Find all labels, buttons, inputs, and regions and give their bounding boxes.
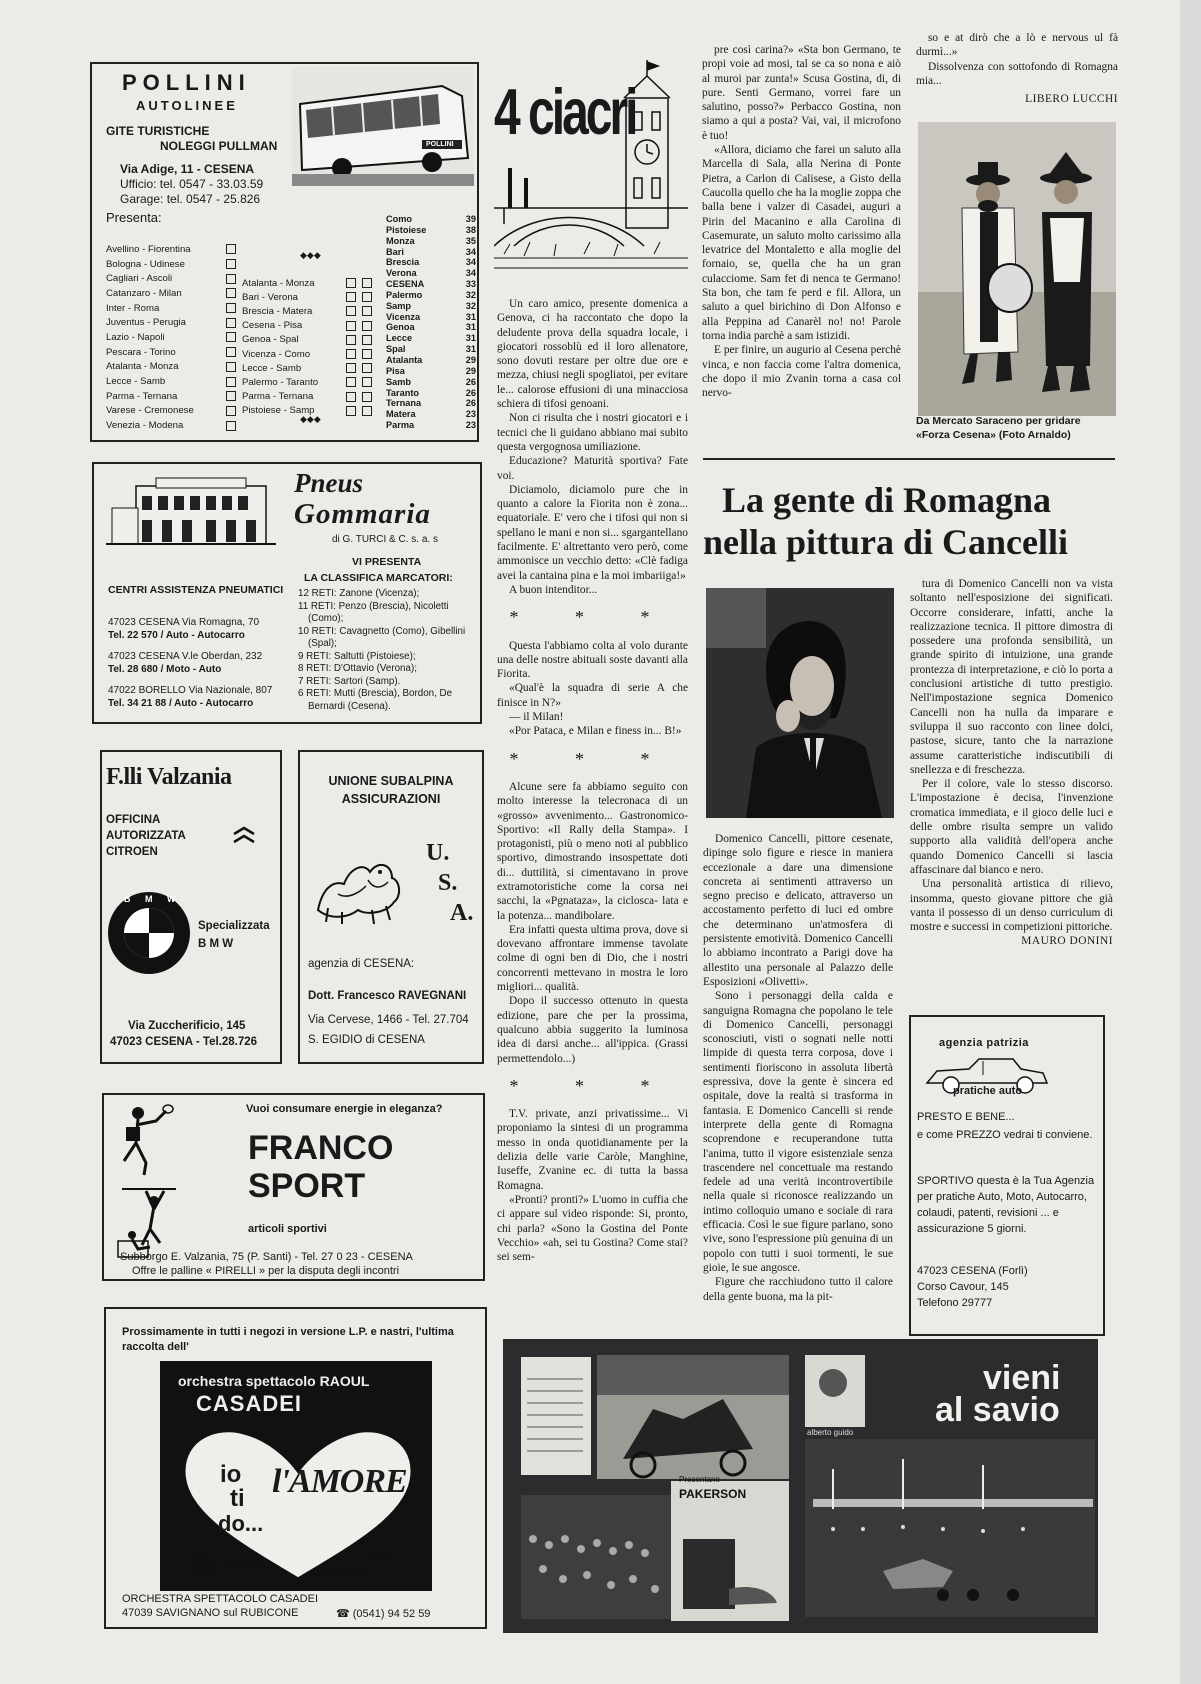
- standings-row: [386, 388, 476, 399]
- match-label: Bologna - Udinese: [106, 258, 185, 270]
- stars-divider-2: * * *: [509, 748, 676, 769]
- scorer-line: 7 RETI: Sartori (Samp).: [298, 675, 401, 687]
- ciacri-paragraph: E per finire, un augurio al Cesena perchè vinca, e non faccia come l'altra domenica, che dopo il mio Zvanin torna a casa col nervo-: [702, 344, 901, 400]
- match-label: Parma - Ternana: [242, 391, 314, 403]
- usa-agency: agenzia di CESENA:: [308, 958, 415, 970]
- valzania-l3: CITROEN: [106, 846, 158, 858]
- standings-points: 31: [465, 344, 476, 355]
- pneus-owner: di G. TURCI & C. s. a. s: [332, 534, 438, 545]
- stars-divider-3: * * *: [509, 1075, 676, 1096]
- standings-row: [386, 366, 476, 377]
- casadei-wea: wea: [190, 1559, 217, 1575]
- standings-row: [386, 322, 476, 333]
- valzania-l2: AUTORIZZATA: [106, 830, 186, 842]
- prediction-checkbox[interactable]: [362, 335, 372, 345]
- pneus-addresses: [108, 616, 278, 718]
- prediction-checkbox[interactable]: [346, 335, 356, 345]
- prediction-checkbox[interactable]: [362, 349, 372, 359]
- franco-tagline: Vuoi consumare energie in eleganza?: [246, 1103, 443, 1115]
- match-row: [106, 345, 236, 360]
- valzania-city: 47023 CESENA - Tel.28.726: [110, 1036, 258, 1048]
- standings-row: [386, 420, 476, 431]
- ciacri-paragraph: pre così carina?» «Sta bon Germano, te propi voie ad mosi, tal se ca so nona e aiò al muroi par zunta!» Scusa Gostina, di, di pure. Senti Germano, vorrei fare un salutino, posso?» Perbacco Gostina, non siamo a qui a posta? Vai, vai, il microfono è tuo!: [702, 44, 901, 142]
- gente-signature: MAURO DONINI: [1021, 935, 1113, 948]
- pneus-address-line: 47023 CESENA V.le Oberdan, 232: [108, 651, 263, 662]
- gente-col-2: [910, 577, 1113, 949]
- match-row: [106, 315, 236, 330]
- ciacri-paragraph: so e at dirò che a lò e nervous ul fà durmì...»: [916, 32, 1118, 59]
- ciacri-paragraph: «Pronti? pronti?» L'uomo in cuffia che ci appare sul video risponde: Si, pronto, chi parla? «Sono la Gostina del Ponte Vecchio» «ah, sei tu Gostina? Come stai? sei sem-: [497, 1193, 688, 1264]
- ciacri-paragraph: Alcune sere fa abbiamo seguito con molto interesse la telecronaca di un «grosso» avvenimento... Gastronomico-Sportivo: «Il Rally della Stampa». I protagonisti, più o meno noti al pubblico sportivo, dimostrando insospettate doti di... duttilità, si cimentavano in prove extramotoristiche come la corsa nei sacchi, la «Pgnataza», la ciclosca- lata e la potenza... mandibolare.: [497, 780, 688, 922]
- pneus-title-2: Gommaria: [294, 498, 431, 530]
- prediction-checkbox[interactable]: [346, 377, 356, 387]
- match-row: [106, 286, 236, 301]
- match-row: [106, 418, 236, 433]
- match-label: Lazio - Napoli: [106, 331, 165, 343]
- usa-line1: UNIONE SUBALPINA: [328, 774, 454, 788]
- casadei-wea-sub: italiana s.p.a.: [222, 1563, 264, 1570]
- pneus-tel-line: Tel. 22 570 / Auto - Autocarro: [108, 630, 245, 641]
- standings-team: Pistoiese: [386, 224, 427, 235]
- savio-presenta: Presentano: [679, 1475, 720, 1484]
- match-row: [242, 290, 372, 304]
- ciacri-paragraph: — il Milan!: [509, 711, 564, 724]
- standings-row: [386, 268, 476, 279]
- standings-points: 34: [465, 268, 476, 279]
- prediction-checkbox[interactable]: [226, 288, 236, 298]
- valzania-spec-bmw: B M W: [198, 938, 234, 950]
- standings-points: 38: [465, 224, 476, 235]
- ciacri-paragraph: Diciamolo, diciamolo pure che in quanto a calore la Fiorita non è zona... equatoriale. E' vero che i tifosi qui non si spellano le mani e non si... sgargantellano facilmente. E' altrettanto vero però, come ammonisce un vecchio detto: «Clè fadiga avei la cantaina pina e la moi imbariiga!»: [497, 483, 688, 582]
- match-list-a: [106, 242, 236, 433]
- bus-illustration: [292, 66, 474, 186]
- ciacri-part-3: [497, 780, 688, 1066]
- prediction-checkbox[interactable]: [226, 303, 236, 313]
- gente-title-2: nella pittura di Cancelli: [703, 522, 1069, 562]
- match-row: [106, 374, 236, 389]
- match-row: [242, 375, 372, 389]
- ciacri-col-3: [916, 31, 1118, 106]
- prediction-checkbox[interactable]: [226, 274, 236, 284]
- cesena-clock-tower-icon: [494, 58, 688, 280]
- standings-points: 29: [465, 354, 476, 365]
- checkbox-group: [340, 377, 372, 388]
- standings-points: 31: [465, 311, 476, 322]
- ciacri-paragraph: T.V. private, anzi privatissime... Vi proponiamo la sintesi di un programma messo in onda quotidianamente per la delizia delle varie Caròle, Manghine, Iuseffe, Zvanine ec. di tutta la bassa Romagna.: [497, 1108, 688, 1192]
- casadei-cover: [160, 1361, 432, 1591]
- valzania-ad: [100, 750, 282, 1064]
- standings-row: [386, 279, 476, 290]
- standings-table: [386, 214, 476, 431]
- ciacri-signature: LIBERO LUCCHI: [1025, 93, 1118, 106]
- match-row: [106, 257, 236, 272]
- checkbox-group: [340, 278, 372, 289]
- bmw-logo-text: B M W: [124, 894, 182, 904]
- match-row: [242, 319, 372, 333]
- match-label: Inter - Roma: [106, 302, 160, 314]
- standings-points: 31: [465, 322, 476, 333]
- pneus-address-line: 47022 BORELLO Via Nazionale, 807: [108, 685, 273, 696]
- franco-offer: Offre le palline « PIRELLI » per la disputa degli incontri: [132, 1265, 400, 1277]
- ciacri-paragraph: Non ci risulta che i nostri giocatori e i tecnici che li guidano abbiano mai subito questa vergognosa umiliazione.: [497, 412, 688, 453]
- gente-paragraph: tura di Domenico Cancelli non va vista soltanto nell'esposizione dei significati. Occorre considerare, infatti, anche la realizzazione tecnica. Il pittore dimostra di possedere una profonda sensibilità, un grande spirito di intuizione, una grande prontezza di interpretazione, e ciò lo porta a conclusioni artistiche di tutto prestigio. Nell'impostazione segnica Domenico Cancelli non ha nulla da imparare e sviluppa il suo racconto con linee dolci, pastose, sicure, tanto che la narrazione assume caratteristiche indiscutibili di snellezza e di freschezza.: [910, 578, 1113, 776]
- checkbox-group: [340, 391, 372, 402]
- prediction-checkbox[interactable]: [346, 363, 356, 373]
- prediction-checkbox[interactable]: [362, 306, 372, 316]
- ciacri-paragraph: «Qual'è la squadra di serie A che finisce in N?»: [497, 682, 688, 709]
- standings-team: Verona: [386, 268, 417, 279]
- prediction-checkbox[interactable]: [226, 421, 236, 431]
- franco-sub: articoli sportivi: [248, 1223, 327, 1235]
- gente-paragraph: Sono i personaggi della calda e sanguigna Romagna che popolano le tele di Domenico Cancelli, personaggi sconosciuti, visti o sognati nelle notti limpide di questa terra corposa, dove i sentimenti fioriscono in assoluta libertà espressiva, dove la gente è sincera ed ospitale, dove la realtà si trasforma in fantasia. E Domenico Cancelli si rende interprete della gente di Romagna scoprendone e recuperandone tutta l'anima, tutto il vigore esistenziale senza trascendere nel concettuale ma restando fedele ad una verità incontrovertibile nella quale si riconosce realizzando un intimo colloquio umano e sociale di rara efficacia. Così le sue figure parlano, sono vive, sono l'espressione più genuina di un popolo con tutti i suoi tormenti, le sue gioie, le sue angosce.: [703, 990, 893, 1274]
- prediction-checkbox[interactable]: [226, 259, 236, 269]
- standings-team: Samb: [386, 376, 412, 387]
- standings-row: [386, 344, 476, 355]
- gente-paragraph: Domenico Cancelli, pittore cesenate, dipinge solo figure e riesce in maniera eccezionale a dare una dimensione concreta ai sentimenti attraverso un segno preciso e delicato, attraverso un accostamento perfetto di luci ed ombre che determinano un'atmosfera di persistente emotività. Domenico Cancelli lo abbiamo incontrato a Parigi dove ha allestito una personale al Palazzo delle Esposizioni «Olivetti».: [703, 833, 893, 988]
- savio-headline-1: vieni: [983, 1359, 1061, 1397]
- casadei-discoteca: discoteca: [318, 1565, 365, 1576]
- pneus-presents: VI PRESENTA: [352, 556, 422, 568]
- standings-team: Monza: [386, 235, 415, 246]
- standings-team: Spal: [386, 344, 406, 355]
- usa-agent-name: Dott. Francesco RAVEGNANI: [308, 990, 467, 1002]
- gente-title-1: La gente di Romagna: [722, 480, 1052, 520]
- prediction-checkbox[interactable]: [226, 332, 236, 342]
- pollini-address: Via Adige, 11 - CESENA: [120, 162, 255, 176]
- pollini-name: POLLINI: [122, 70, 251, 95]
- prediction-checkbox[interactable]: [362, 392, 372, 402]
- standings-team: Taranto: [386, 387, 420, 398]
- valzania-name: F.lli Valzania: [106, 764, 232, 790]
- standings-team: Lecce: [386, 333, 413, 344]
- pneus-ad: [92, 462, 482, 724]
- match-row: [106, 404, 236, 419]
- match-label: Genoa - Spal: [242, 334, 299, 346]
- stars-divider-1: * * *: [509, 607, 676, 628]
- garage-building-icon: [106, 472, 276, 554]
- standings-points: 35: [465, 235, 476, 246]
- match-label: Cesena - Pisa: [242, 320, 303, 332]
- prediction-checkbox[interactable]: [362, 278, 372, 288]
- casadei-intro: Prossimamente in tutti i negozi in versione L.P. e nastri, l'ultima raccolta dell': [122, 1326, 454, 1353]
- patrizia-addr-3: Telefono 29777: [917, 1297, 993, 1309]
- standings-team: Como: [386, 214, 413, 224]
- casadei-footer-1: ORCHESTRA SPETTACOLO CASADEI: [122, 1593, 319, 1605]
- match-label: Bari - Verona: [242, 291, 298, 303]
- pneus-address-line: 47023 CESENA Via Romagna, 70: [108, 617, 260, 628]
- casadei-phone: ☎ (0541) 94 52 59: [336, 1608, 431, 1620]
- standings-team: CESENA: [386, 279, 425, 290]
- fans-photo: [918, 122, 1116, 416]
- ciacri-paragraph: «Allora, diciamo che farei un saluto alla Marcella di Sala, alla Nerina di Ponte Pietra, a Carlon di Calisese, a Gisto della Caucolla quello che ha la moglie zoppa che balla bene i valzer di Casadei, auguri a Pirin del Macanino e alla Carolina di Casemurate, un saluto molto carissimo alla levatrice del Montaletto e alla moglie del fornaio, se, quella che ha un gran culacciome. Sam fet di nenca te Germano! Sta bon, che tam fe perd e fil. Allora, un saluto a quel birichino di Don Alfonso e alla Peppina ad Canarèl no! no! Parole torna india parchè a sam istizidi.: [702, 144, 901, 342]
- ciacri-part-1: [497, 297, 688, 597]
- ciacri-heading: 4 ciacri: [494, 77, 636, 149]
- match-label: Atalanta - Monza: [106, 361, 179, 373]
- casadei-io: io: [220, 1461, 242, 1488]
- prediction-checkbox[interactable]: [226, 406, 236, 416]
- prediction-checkbox[interactable]: [346, 349, 356, 359]
- standings-points: 34: [465, 246, 476, 257]
- savio-headline-2: al savio: [935, 1391, 1060, 1429]
- prediction-checkbox[interactable]: [362, 292, 372, 302]
- match-label: Palermo - Taranto: [242, 376, 319, 388]
- standings-row: [386, 290, 476, 301]
- patrizia-addr-1: 47023 CESENA (Forlì): [917, 1265, 1028, 1277]
- standings-team: Brescia: [386, 257, 420, 268]
- pneus-title-1: Pneus: [294, 468, 364, 498]
- scorer-line: 6 RETI: Mutti (Brescia), Bordon, De Bernardi (Cesena).: [298, 688, 453, 712]
- ciacri-part-6: [916, 31, 1118, 88]
- standings-row: [386, 355, 476, 366]
- gente-col-2-text: [910, 577, 1113, 934]
- usa-u: U.: [426, 840, 450, 866]
- standings-row: [386, 236, 476, 247]
- diamonds-bottom: ◆◆◆: [300, 414, 321, 424]
- gente-paragraph: Una personalità artistica di rilievo, insomma, questo giovane pittore che già vanta il possesso di un denso curriculum di mostre e successi in competizioni pittoriche.: [910, 878, 1113, 934]
- scorer-line: 12 RETI: Zanone (Vicenza);: [298, 588, 420, 599]
- ciacri-paragraph: Dopo il successo ottenuto in questa edizione, pare che per la prossima, qualcuno abbia suggerito la luminosa idea di darsi anche... all'ippica. (Grassi permettendolo...): [497, 995, 688, 1065]
- usa-egidio: S. EGIDIO di CESENA: [308, 1034, 425, 1046]
- match-label: Parma - Ternana: [106, 390, 178, 402]
- prediction-checkbox[interactable]: [346, 278, 356, 288]
- standings-team: Atalanta: [386, 354, 423, 365]
- match-label: Cagliari - Ascoli: [106, 273, 173, 285]
- checkbox-group: [340, 363, 372, 374]
- citroen-chevron-icon: [232, 826, 256, 846]
- checkbox-group: [340, 292, 372, 303]
- usa-address: Via Cervese, 1466 - Tel. 27.704: [308, 1014, 469, 1026]
- prediction-checkbox[interactable]: [346, 292, 356, 302]
- match-label: Avellino - Fiorentina: [106, 243, 191, 255]
- standings-team: Palermo: [386, 289, 423, 300]
- match-row: [106, 242, 236, 257]
- checkbox-group: [340, 334, 372, 345]
- standings-row: [386, 377, 476, 388]
- standings-row: [386, 257, 476, 268]
- ciacri-paragraph: «Por Pataca, e Milan e finess in... B!»: [509, 725, 682, 738]
- checkbox-group: [340, 349, 372, 360]
- standings-row: [386, 247, 476, 258]
- standings-points: 32: [465, 289, 476, 300]
- standings-team: Bari: [386, 246, 404, 257]
- scorer-line: 9 RETI: Saltutti (Pistoiese);: [298, 650, 416, 662]
- match-row: [242, 276, 372, 290]
- prediction-checkbox[interactable]: [362, 363, 372, 373]
- pollini-office: Ufficio: tel. 0547 - 33.03.59: [120, 177, 264, 191]
- pneus-tel-line: Tel. 28 680 / Moto - Auto: [108, 664, 222, 675]
- casadei-do: do...: [218, 1511, 264, 1536]
- casadei-footer-2: 47039 SAVIGNANO sul RUBICONE: [122, 1607, 299, 1619]
- scorer-line: 10 RETI: Cavagnetto (Como), Gibellini (Spal);: [298, 625, 466, 649]
- standings-points: 32: [465, 300, 476, 311]
- standings-team: Matera: [386, 409, 416, 420]
- standings-points: 26: [465, 387, 476, 398]
- ciacri-paragraph: Questa l'abbiamo colta al volo durante una delle nostre abituali soste davanti alla Fiorita.: [497, 639, 688, 681]
- gente-col-1: [703, 832, 893, 1304]
- franco-sport-ad: [102, 1093, 485, 1281]
- gente-paragraph: Per il colore, vale lo stesso discorso. L'impostazione è decisa, l'invenzione cromatica immediata, e il gioco delle luci e delle ombre risulta sempre un valido supporto alla validità dell'opera anche quando Domenico Cancelli si lascia affascinare dal bianco e nero.: [910, 778, 1113, 876]
- casadei-liscio: liscio: [370, 1549, 394, 1561]
- match-label: Brescia - Matera: [242, 305, 313, 317]
- match-row: [242, 361, 372, 375]
- casadei-band-2: CASADEI: [196, 1391, 303, 1416]
- match-row: [242, 390, 372, 404]
- standings-points: 34: [465, 257, 476, 268]
- ciacri-col-2: [702, 43, 901, 400]
- cancelli-portrait-photo: [706, 588, 894, 818]
- prediction-checkbox[interactable]: [362, 406, 372, 416]
- ciacri-paragraph: Un caro amico, presente domenica a Genova, ci ha raccontato che dopo la deludente prova della squadra locale, i giocatori rossoblù ed il loro allenatore, sono dovuti restare per oltre due ore e mezza, chiusi negli spogliatoi, per evitare le... calorose effusioni di una minacciosa schiera di tifosi genoani.: [497, 298, 688, 411]
- pneus-centri: CENTRI ASSISTENZA PNEUMATICI: [108, 584, 284, 596]
- match-row: [242, 347, 372, 361]
- pneus-tel-line: Tel. 34 21 88 / Auto - Autocarro: [108, 698, 254, 709]
- match-label: Atalanta - Monza: [242, 277, 315, 289]
- casadei-dischi: dischi: [190, 1549, 211, 1558]
- pollini-garage: Garage: tel. 0547 - 25.826: [120, 192, 261, 206]
- match-label: Catanzaro - Milan: [106, 287, 182, 299]
- usa-a: A.: [450, 900, 474, 926]
- ciacri-paragraph: Educazione? Maturità sportiva? Fate voi.: [497, 455, 688, 482]
- pneus-scorers: [298, 588, 476, 713]
- valzania-address: Via Zuccherificio, 145: [128, 1020, 246, 1032]
- match-row: [106, 360, 236, 375]
- standings-row: [386, 301, 476, 312]
- fans-photo-caption: Da Mercato Saraceno per gridare «Forza Cesena» (Foto Arnaldo): [916, 415, 1081, 441]
- prediction-checkbox[interactable]: [226, 391, 236, 401]
- prediction-checkbox[interactable]: [362, 321, 372, 331]
- valzania-l1: OFFICINA: [106, 814, 161, 826]
- prediction-checkbox[interactable]: [226, 377, 236, 387]
- scorer-line: 11 RETI: Penzo (Brescia), Nicoletti (Como);: [298, 600, 449, 624]
- checkbox-group: [340, 306, 372, 317]
- patrizia-text-2: e come PREZZO vedrai ti conviene.: [917, 1129, 1093, 1141]
- prediction-checkbox[interactable]: [226, 244, 236, 254]
- pollini-line2: NOLEGGI PULLMAN: [160, 139, 278, 153]
- usa-s: S.: [438, 870, 458, 896]
- patrizia-text-1: PRESTO E BENE...: [917, 1111, 1015, 1123]
- patrizia-addr-2: Corso Cavour, 145: [917, 1281, 1009, 1293]
- standings-row: [386, 409, 476, 420]
- prediction-checkbox[interactable]: [346, 392, 356, 402]
- ciacri-col-1: [497, 297, 688, 1264]
- pollini-presenta: Presenta:: [106, 210, 162, 225]
- franco-name-1: FRANCO: [248, 1129, 394, 1167]
- patrizia-name: agenzia patrizia: [939, 1037, 1029, 1049]
- standings-team: Parma: [386, 420, 415, 431]
- standings-team: Ternana: [386, 398, 422, 409]
- prediction-checkbox[interactable]: [226, 347, 236, 357]
- match-row: [106, 330, 236, 345]
- prediction-checkbox[interactable]: [346, 406, 356, 416]
- standings-team: Pisa: [386, 365, 405, 376]
- standings-team: Samp: [386, 300, 412, 311]
- prediction-checkbox[interactable]: [226, 362, 236, 372]
- match-row: [106, 389, 236, 404]
- scorer-line: 8 RETI: D'Ottavio (Verona);: [298, 663, 417, 674]
- bus-label: POLLINI: [426, 141, 454, 148]
- savio-guido: alberto guido: [807, 1428, 854, 1437]
- match-label: Vicenza - Como: [242, 348, 311, 360]
- patrizia-ad: [909, 1015, 1105, 1336]
- match-label: Venezia - Modena: [106, 420, 184, 432]
- standings-row: [386, 398, 476, 409]
- patrizia-text-3: SPORTIVO questa è la Tua Agenzia per pratiche Auto, Moto, Autocarro, colaudi, patenti, revisioni ... e assicurazione 5 giorni.: [917, 1175, 1095, 1235]
- pneus-classifica: LA CLASSIFICA MARCATORI:: [304, 572, 453, 584]
- gente-paragraph: Figure che racchiudono tutto il calore della gente buona, ma la pit-: [703, 1276, 893, 1303]
- savio-ad: [503, 1339, 1098, 1633]
- ciacri-paragraph: Era infatti questa ultima prova, dove si dovevano affrontare immense tavolate colme di ogni ben di Dio, che i nostri concorrenti mettevano in mostra le loro migliori... qualità.: [497, 923, 688, 994]
- valzania-spec: Specializzata: [198, 920, 270, 932]
- standings-team: Genoa: [386, 322, 415, 333]
- match-row: [242, 333, 372, 347]
- diamonds-top: ◆◆◆: [300, 250, 321, 260]
- standings-row: [386, 225, 476, 236]
- match-label: Lecce - Samb: [242, 362, 302, 374]
- franco-name-2: SPORT: [248, 1167, 366, 1205]
- match-list-b: [242, 276, 372, 418]
- standings-team: Vicenza: [386, 311, 421, 322]
- match-label: Pistoiese - Samp: [242, 405, 315, 417]
- standings-points: 29: [465, 365, 476, 376]
- section-rule: [703, 458, 1115, 460]
- franco-address: Subborgo E. Valzania, 75 (P. Santi) - Tel. 27 0 23 - CESENA: [120, 1251, 413, 1263]
- casadei-ti: ti: [230, 1485, 245, 1512]
- match-label: Varese - Cremonese: [106, 405, 194, 417]
- standings-row: [386, 333, 476, 344]
- standings-row: [386, 214, 476, 225]
- pollini-ad: [90, 62, 479, 442]
- match-label: Lecce - Samb: [106, 376, 166, 388]
- checkbox-group: [340, 320, 372, 331]
- standings-row: [386, 312, 476, 323]
- casadei-ad: [104, 1307, 487, 1629]
- standings-points: 39: [465, 214, 476, 224]
- casadei-band-1: orchestra spettacolo RAOUL: [178, 1373, 370, 1389]
- match-row: [106, 271, 236, 286]
- savio-pakerson: PAKERSON: [679, 1487, 747, 1501]
- prediction-checkbox[interactable]: [362, 377, 372, 387]
- standings-points: 26: [465, 398, 476, 409]
- ciacri-paragraph: Dissolvenza con sottofondo di Romagna mia...: [916, 60, 1118, 87]
- pollini-sub: AUTOLINEE: [136, 98, 238, 113]
- ciacri-part-2: [497, 639, 688, 739]
- pollini-line1: GITE TURISTICHE: [106, 124, 210, 138]
- match-label: Juventus - Perugia: [106, 317, 186, 329]
- match-row: [242, 304, 372, 318]
- checkbox-group: [340, 405, 372, 416]
- casadei-amore: l'AMORE: [272, 1463, 407, 1500]
- standings-points: 26: [465, 376, 476, 387]
- standings-points: 33: [465, 279, 476, 290]
- match-label: Pescara - Torino: [106, 346, 176, 358]
- ciacri-paragraph: A buon intenditor...: [509, 583, 598, 596]
- match-row: [106, 301, 236, 316]
- standings-points: 31: [465, 333, 476, 344]
- patrizia-sub: pratiche auto: [953, 1085, 1023, 1097]
- prediction-checkbox[interactable]: [346, 321, 356, 331]
- standings-points: 23: [465, 420, 476, 431]
- prediction-checkbox[interactable]: [226, 318, 236, 328]
- usa-ad: [298, 750, 484, 1064]
- ciacri-part-4: [497, 1107, 688, 1264]
- standings-points: 23: [465, 409, 476, 420]
- horse-sketch-icon: [308, 850, 408, 926]
- usa-line2: ASSICURAZIONI: [341, 792, 441, 806]
- prediction-checkbox[interactable]: [346, 306, 356, 316]
- tennis-player-icon: [116, 1103, 176, 1179]
